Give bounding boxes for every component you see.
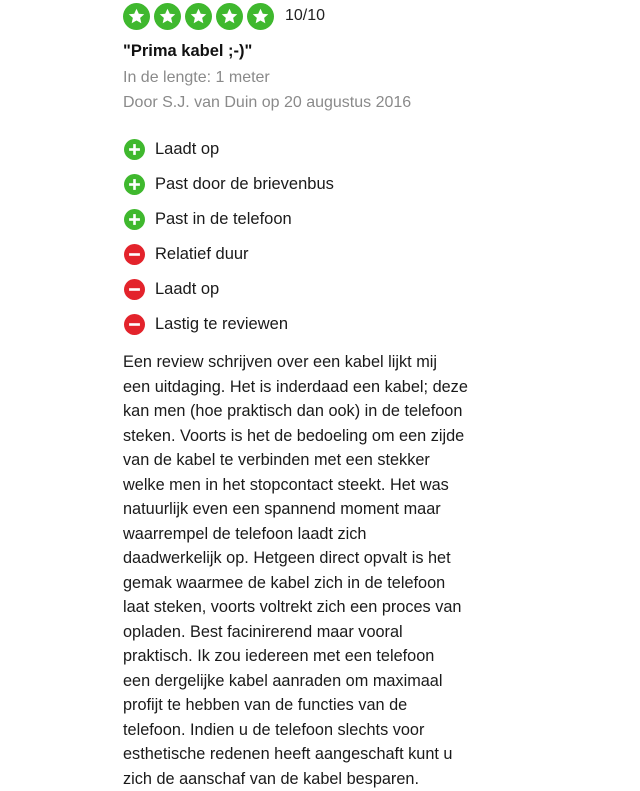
pro-item: [123, 132, 503, 167]
review-body-line: Een review schrijven over een kabel lijkt mij: [123, 350, 501, 375]
pros-cons-list: [123, 132, 503, 342]
review-body-line: telefoon. Indien u de telefoon slechts voor: [123, 718, 501, 743]
star-icon: [154, 3, 181, 30]
review-byline: Door S.J. van Duin op 20 augustus 2016: [123, 90, 503, 115]
con-label: Relatief duur: [155, 245, 249, 264]
review-body-line: een uitdaging. Het is inderdaad een kabel; deze: [123, 375, 501, 400]
review-body-line: daadwerkelijk op. Hetgeen direct opvalt is het: [123, 546, 501, 571]
minus-circle-icon: [124, 244, 145, 265]
review-body-line: esthetische redenen heeft aangeschaft kunt u: [123, 742, 501, 767]
review-body-line: welke men in het stopcontact steekt. Het was: [123, 473, 501, 498]
star-icon: [247, 3, 274, 30]
review-body-line: kan men (hoe praktisch dan ook) in de telefoon: [123, 399, 501, 424]
review-body-line: praktisch. Ik zou iedereen met een telefoon: [123, 644, 501, 669]
review-body-line: steken. Voorts is het de bedoeling om een zijde: [123, 424, 501, 449]
star-icon: [123, 3, 150, 30]
review-body-line: profijt te hebben van de functies van de: [123, 693, 501, 718]
pro-item: [123, 202, 503, 237]
review-body-line: van de kabel te verbinden met een stekker: [123, 448, 501, 473]
review-body-line: gemak waarmee de kabel zich in de telefoon: [123, 571, 501, 596]
pro-label: Past in de telefoon: [155, 210, 292, 229]
review-body-line: een dergelijke kabel aanraden om maximaal: [123, 669, 501, 694]
review-body-line: laat steken, voorts voltrekt zich een proces van: [123, 595, 501, 620]
star-icon: [216, 3, 243, 30]
pro-item: [123, 167, 503, 202]
con-item: [123, 307, 503, 342]
con-label: Lastig te reviewen: [155, 315, 288, 334]
review-body-line: waarrempel de telefoon laadt zich: [123, 522, 501, 547]
review-title: "Prima kabel ;-)": [123, 40, 503, 62]
review-body-line: zich de aanschaf van de kabel besparen.: [123, 767, 501, 791]
product-variant: In de lengte: 1 meter: [123, 65, 503, 90]
minus-circle-icon: [124, 314, 145, 335]
review-body: [123, 350, 501, 791]
rating-row: [123, 1, 503, 31]
plus-circle-icon: [124, 174, 145, 195]
rating-score: 10/10: [285, 7, 325, 25]
review-card: [123, 0, 503, 791]
review-body-line: natuurlijk even een spannend moment maar: [123, 497, 501, 522]
plus-circle-icon: [124, 209, 145, 230]
plus-circle-icon: [124, 139, 145, 160]
review-body-line: opladen. Best facinirerend maar vooral: [123, 620, 501, 645]
pro-label: Past door de brievenbus: [155, 175, 334, 194]
con-label: Laadt op: [155, 280, 219, 299]
minus-circle-icon: [124, 279, 145, 300]
con-item: [123, 237, 503, 272]
star-rating: [123, 3, 274, 30]
con-item: [123, 272, 503, 307]
pro-label: Laadt op: [155, 140, 219, 159]
star-icon: [185, 3, 212, 30]
